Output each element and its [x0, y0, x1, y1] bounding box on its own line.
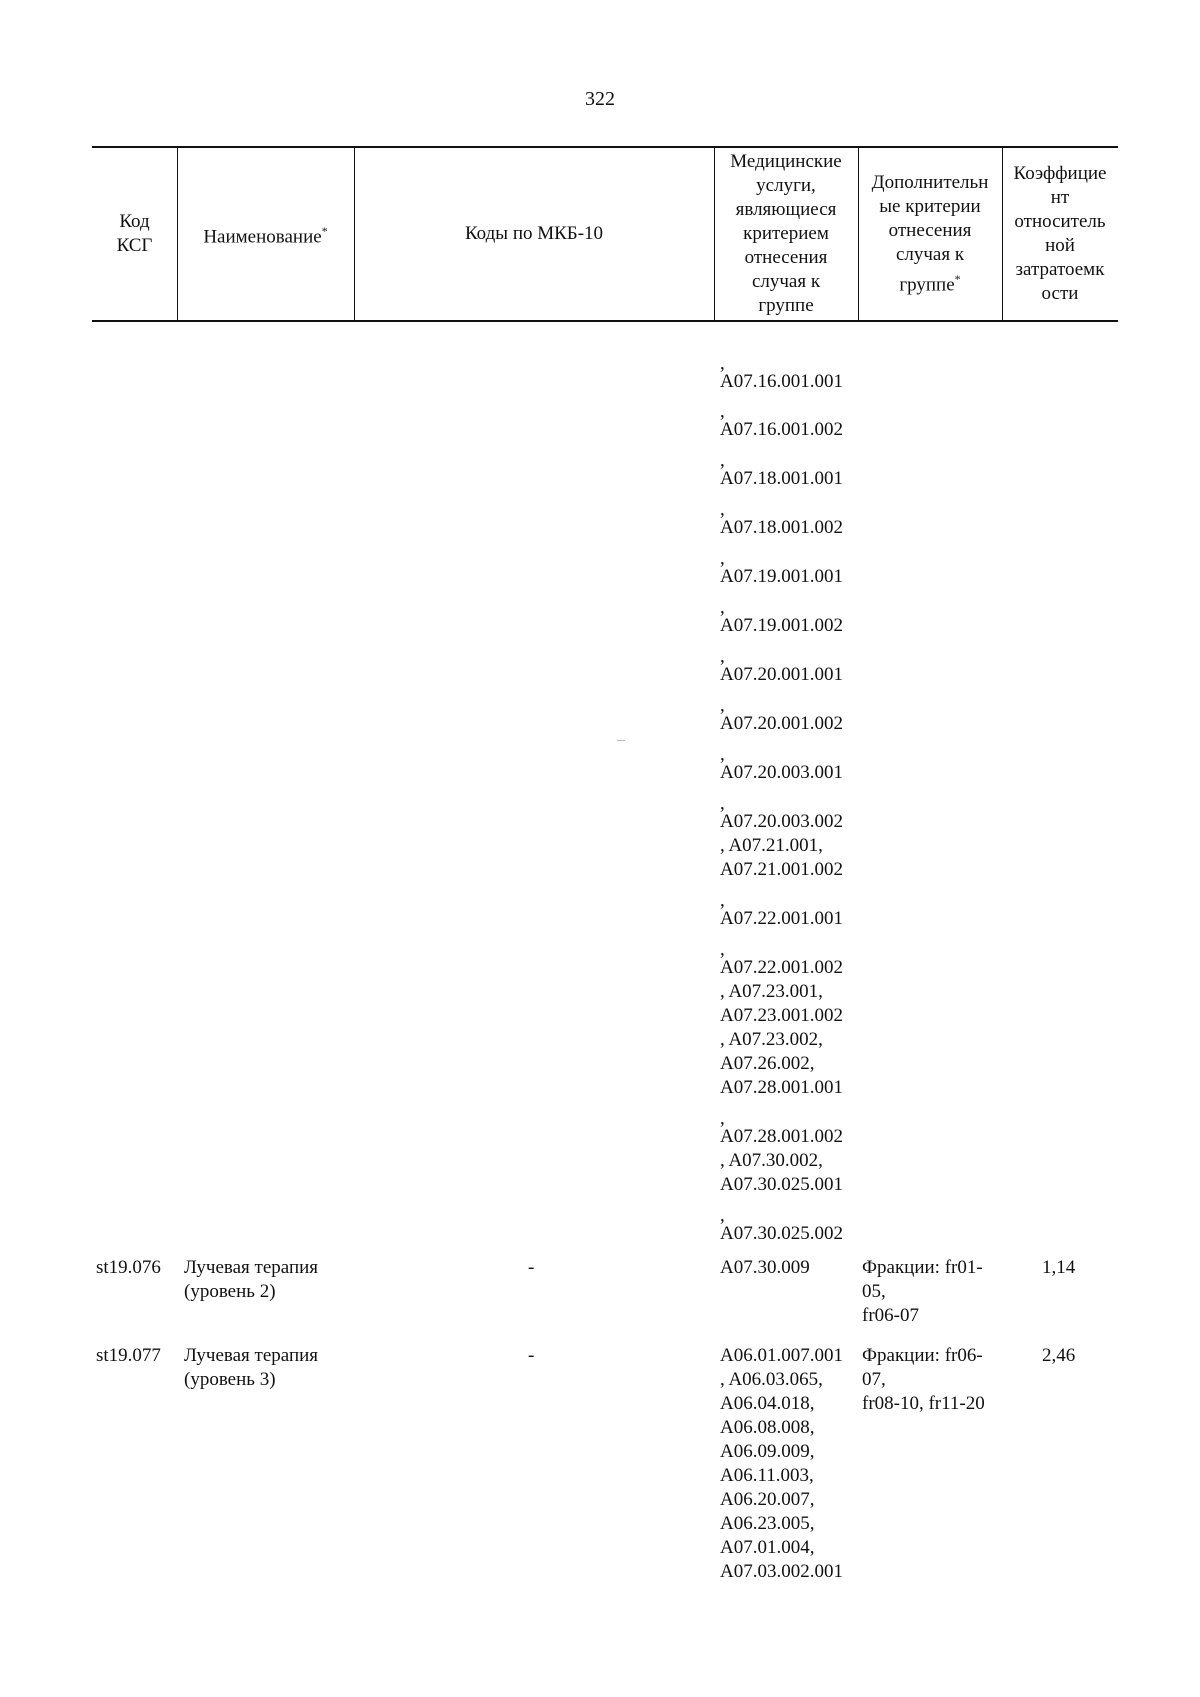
row-name-line: (уровень 3)	[184, 1369, 276, 1390]
header-services-line: группе	[758, 295, 814, 316]
ksg-code: st19.076	[96, 1257, 161, 1278]
list-item: A07.23.001.002	[720, 1005, 843, 1026]
list-item: ,	[720, 499, 725, 520]
header-code-line: Код	[119, 211, 150, 232]
criteria-line: 05,	[862, 1281, 886, 1302]
list-item: A07.20.003.002	[720, 811, 843, 832]
criteria-line: Фракции: fr06-	[862, 1345, 983, 1366]
mkb-codes: -	[528, 1257, 535, 1278]
header-services-line: критерием	[743, 223, 829, 244]
list-item: A07.28.001.002	[720, 1126, 843, 1147]
list-item: , A07.23.002,	[720, 1029, 823, 1050]
header-code-cell	[92, 148, 177, 320]
header-coef-line: Коэффицие	[1013, 163, 1107, 184]
list-item: ,	[720, 744, 725, 765]
service-code: A06.08.008,	[720, 1417, 815, 1438]
list-item: A07.30.025.002	[720, 1223, 843, 1244]
service-code: A06.01.007.001	[720, 1345, 843, 1366]
list-item: ,	[720, 646, 725, 667]
list-item: A07.26.002,	[720, 1053, 815, 1074]
header-criteria-line: группе	[899, 274, 955, 296]
list-item: ,	[720, 450, 725, 471]
service-code: A06.20.007,	[720, 1489, 815, 1510]
header-coef-line: нт	[1050, 187, 1070, 208]
header-services-line: услуги,	[756, 175, 816, 196]
service-code: A06.11.003,	[720, 1465, 814, 1486]
list-item: ,	[720, 1108, 725, 1129]
page-number: 322	[585, 88, 615, 110]
list-item: ,	[720, 548, 725, 569]
coefficient: 2,46	[1042, 1345, 1076, 1366]
header-coef-line: относитель	[1014, 211, 1106, 232]
list-item: A07.22.001.002	[720, 957, 843, 978]
list-item: A07.20.003.001	[720, 762, 843, 783]
header-coef-line: ости	[1041, 283, 1079, 304]
header-criteria-line: ые критерии	[879, 195, 981, 217]
header-criteria-line: отнесения	[888, 219, 972, 241]
criteria-line: 07,	[862, 1369, 886, 1390]
criteria-line: fr06-07	[862, 1305, 919, 1326]
list-item: A07.21.001.002	[720, 859, 843, 880]
header-coef-line: затратоемк	[1015, 259, 1105, 280]
list-item: , A07.23.001,	[720, 981, 823, 1002]
mkb-codes: -	[528, 1345, 535, 1366]
service-code: A07.30.009	[720, 1257, 810, 1278]
scan-speck	[617, 740, 625, 741]
list-item: A07.20.001.001	[720, 664, 843, 685]
list-item: ,	[720, 793, 725, 814]
header-services-line: отнесения	[744, 247, 828, 268]
footnote-mark: *	[954, 271, 961, 286]
row-name-line: (уровень 2)	[184, 1281, 276, 1302]
service-code: A06.09.009,	[720, 1441, 815, 1462]
header-services-line: случая к	[751, 271, 821, 292]
header-name: Наименование	[203, 226, 322, 248]
header-criteria-line: случая к	[895, 243, 965, 265]
list-item: A07.18.001.001	[720, 468, 843, 489]
header-services-cell	[714, 148, 858, 320]
row-name-line: Лучевая терапия	[184, 1257, 319, 1278]
list-item: A07.28.001.001	[720, 1077, 843, 1098]
list-item: A07.19.001.001	[720, 566, 843, 587]
list-item: ,	[720, 353, 725, 374]
list-item: , A07.21.001,	[720, 835, 823, 856]
header-coef-line: ной	[1045, 235, 1075, 256]
header-criteria-cell	[858, 148, 1002, 320]
list-item: A07.20.001.002	[720, 713, 843, 734]
list-item: ,	[720, 890, 725, 911]
service-code: , A06.03.065,	[720, 1369, 823, 1390]
table-header	[92, 146, 1118, 322]
list-item: A07.30.025.001	[720, 1174, 843, 1195]
criteria-line: Фракции: fr01-	[862, 1257, 983, 1278]
row-name-line: Лучевая терапия	[184, 1345, 319, 1366]
list-item: ,	[720, 695, 725, 716]
service-code: A07.01.004,	[720, 1537, 815, 1558]
header-mkb-cell	[354, 148, 714, 320]
list-item: A07.22.001.001	[720, 908, 843, 929]
list-item: A07.16.001.001	[720, 371, 843, 392]
service-code: A06.04.018,	[720, 1393, 815, 1414]
header-code-line: КСГ	[116, 235, 153, 256]
list-item: , A07.30.002,	[720, 1150, 823, 1171]
list-item: ,	[720, 1205, 725, 1226]
list-item: ,	[720, 939, 725, 960]
header-mkb: Коды по МКБ-10	[464, 223, 604, 244]
header-coef-cell	[1002, 148, 1118, 320]
header-services-line: Медицинские	[730, 151, 842, 172]
list-item: A07.19.001.002	[720, 615, 843, 636]
list-item: A07.18.001.002	[720, 517, 843, 538]
list-item: ,	[720, 597, 725, 618]
header-criteria-line: Дополнительн	[871, 171, 989, 193]
header-name-cell	[177, 148, 354, 320]
footnote-mark: *	[321, 223, 328, 238]
service-code: A06.23.005,	[720, 1513, 815, 1534]
header-services-line: являющиеся	[735, 199, 837, 220]
coefficient: 1,14	[1042, 1257, 1076, 1278]
criteria-line: fr08-10, fr11-20	[862, 1393, 985, 1414]
ksg-code: st19.077	[96, 1345, 161, 1366]
list-item: A07.16.001.002	[720, 419, 843, 440]
list-item: ,	[720, 401, 725, 422]
service-code: A07.03.002.001	[720, 1561, 843, 1582]
